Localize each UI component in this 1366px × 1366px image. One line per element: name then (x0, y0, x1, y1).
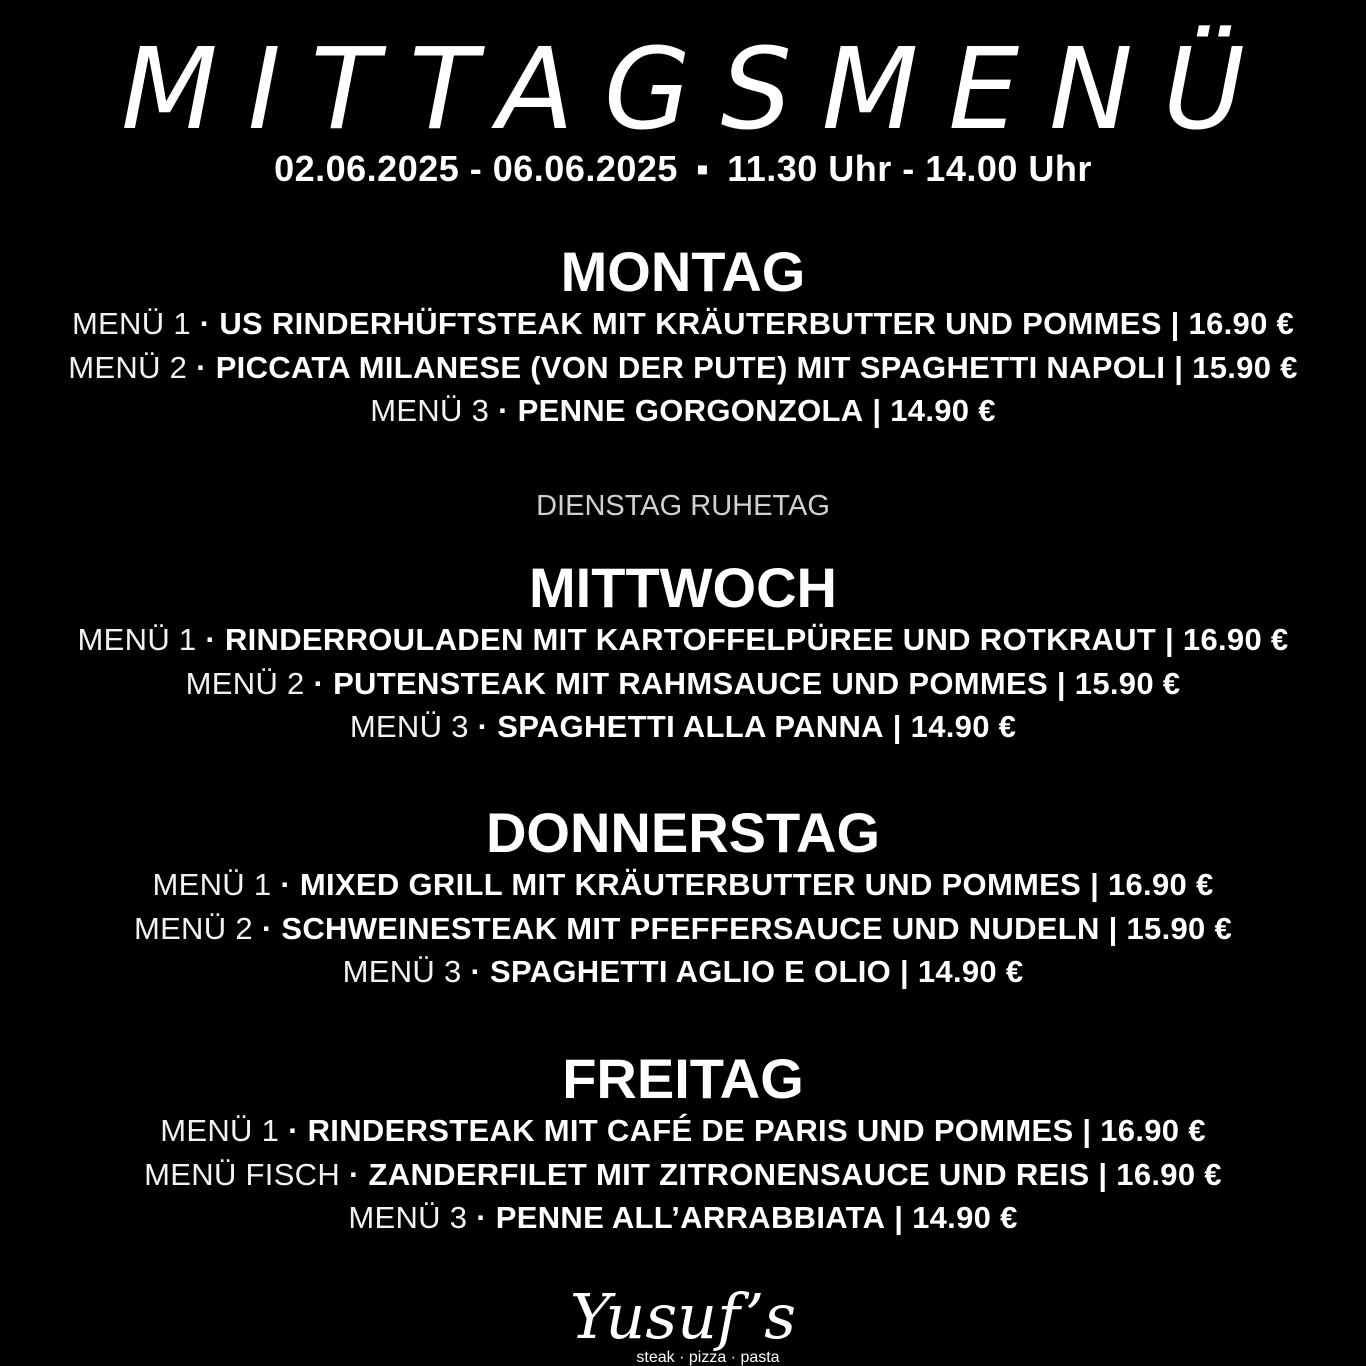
menu-label: MENÜ 1 (77, 622, 197, 657)
menu-item (0, 705, 1366, 749)
rest-day-notice: DIENSTAG RUHETAG (536, 490, 830, 522)
item-separator: · (470, 954, 482, 989)
price-separator: | (1090, 867, 1100, 902)
price-separator: | (1108, 910, 1118, 946)
day-section-freitag (0, 1049, 1366, 1240)
item-separator: · (476, 1200, 487, 1235)
menu-label: MENÜ 3 (349, 709, 469, 744)
menu-price: 16.90 € (1188, 306, 1295, 341)
menu-item (0, 302, 1366, 346)
price-separator: | (892, 709, 902, 744)
price-separator: | (1170, 306, 1180, 341)
menu-item (0, 1109, 1366, 1153)
item-separator: · (313, 665, 325, 701)
menu-label: MENÜ 2 (185, 665, 305, 701)
day-heading: MITTWOCH (529, 556, 837, 619)
menu-price: 15.90 € (1074, 665, 1181, 701)
day-section-montag (0, 242, 1366, 433)
item-separator: · (498, 393, 509, 428)
day-heading: FREITAG (562, 1047, 804, 1110)
menu-item (0, 1153, 1366, 1197)
menu-label: MENÜ 3 (342, 954, 462, 989)
menu-price: 16.90 € (1182, 622, 1289, 657)
date-time-line (0, 148, 1366, 190)
menu-price: 15.90 € (1126, 910, 1233, 946)
menu-dish: PENNE ALL’ARRABBIATA (495, 1200, 886, 1235)
menu-price: 15.90 € (1192, 349, 1298, 385)
price-separator: | (1174, 349, 1184, 385)
item-separator: · (348, 1156, 360, 1192)
menu-item (0, 346, 1366, 390)
item-separator: · (196, 349, 207, 385)
time-range: 11.30 Uhr - 14.00 Uhr (727, 148, 1092, 189)
menu-item (0, 1196, 1366, 1240)
price-separator: | (1165, 622, 1174, 657)
item-separator: · (280, 867, 291, 902)
menu-item (0, 907, 1366, 951)
menu-label: MENÜ 3 (348, 1200, 468, 1235)
menu-dish: SPAGHETTI AGLIO E OLIO (490, 954, 892, 989)
price-separator: | (1056, 665, 1066, 701)
price-separator: | (894, 1200, 904, 1235)
menu-dish: US RINDERHÜFTSTEAK MIT KRÄUTERBUTTER UND POMMES (219, 306, 1162, 341)
menu-dish: PICCATA MILANESE (VON DER PUTE) MIT SPAGHETTI NAPOLI (215, 349, 1166, 385)
day-section-mittwoch (0, 558, 1366, 749)
square-bullet-icon: ▪ (695, 148, 710, 189)
menu-price: 16.90 € (1116, 1156, 1222, 1192)
item-separator: · (261, 910, 273, 946)
item-separator: · (199, 306, 211, 341)
item-separator: · (288, 1113, 299, 1148)
menu-label: MENÜ FISCH (144, 1156, 341, 1192)
menu-label: MENÜ 2 (133, 910, 253, 946)
menu-price: 16.90 € (1100, 1113, 1206, 1148)
menu-item (0, 618, 1366, 662)
menu-item (0, 662, 1366, 706)
day-heading: DONNERSTAG (485, 801, 881, 864)
menu-item (0, 950, 1366, 994)
menu-label: MENÜ 1 (152, 867, 272, 902)
menu-label: MENÜ 3 (370, 393, 490, 428)
item-separator: · (477, 709, 489, 744)
menu-dish: RINDERROULADEN MIT KARTOFFELPÜREE UND ROTKRAUT (224, 622, 1157, 657)
menu-price: 14.90 € (912, 1200, 1018, 1235)
menu-dish: RINDERSTEAK MIT CAFÉ DE PARIS UND POMMES (307, 1113, 1074, 1148)
menu-label: MENÜ 1 (71, 306, 191, 341)
menu-dish: SCHWEINESTEAK MIT PFEFFERSAUCE UND NUDELN (281, 910, 1100, 946)
menu-dish: SPAGHETTI ALLA PANNA (497, 709, 884, 744)
restaurant-logo (0, 1280, 1366, 1366)
page-title: MITTAGSMENÜ (121, 25, 1275, 155)
menu-item (0, 389, 1366, 433)
menu-price: 16.90 € (1107, 867, 1214, 902)
day-heading: MONTAG (560, 240, 806, 303)
day-section-donnerstag (0, 803, 1366, 994)
price-separator: | (1098, 1156, 1108, 1192)
logo-name: Yusuf’s (569, 1280, 797, 1353)
date-range: 02.06.2025 - 06.06.2025 (274, 148, 678, 189)
price-separator: | (899, 954, 909, 989)
menu-dish: PENNE GORGONZOLA (517, 393, 864, 428)
menu-dish: MIXED GRILL MIT KRÄUTERBUTTER UND POMMES (299, 867, 1082, 902)
menu-price: 14.90 € (917, 954, 1024, 989)
item-separator: · (205, 622, 217, 657)
menu-item (0, 863, 1366, 907)
menu-price: 14.90 € (890, 393, 996, 428)
menu-price: 14.90 € (910, 709, 1017, 744)
logo-tagline: steak · pizza · pasta (636, 1349, 780, 1366)
price-separator: | (1082, 1113, 1092, 1148)
menu-label: MENÜ 2 (68, 349, 188, 385)
menu-dish: PUTENSTEAK MIT RAHMSAUCE UND POMMES (333, 665, 1048, 701)
menu-label: MENÜ 1 (160, 1113, 280, 1148)
price-separator: | (872, 393, 882, 428)
menu-dish: ZANDERFILET MIT ZITRONENSAUCE UND REIS (368, 1156, 1090, 1192)
